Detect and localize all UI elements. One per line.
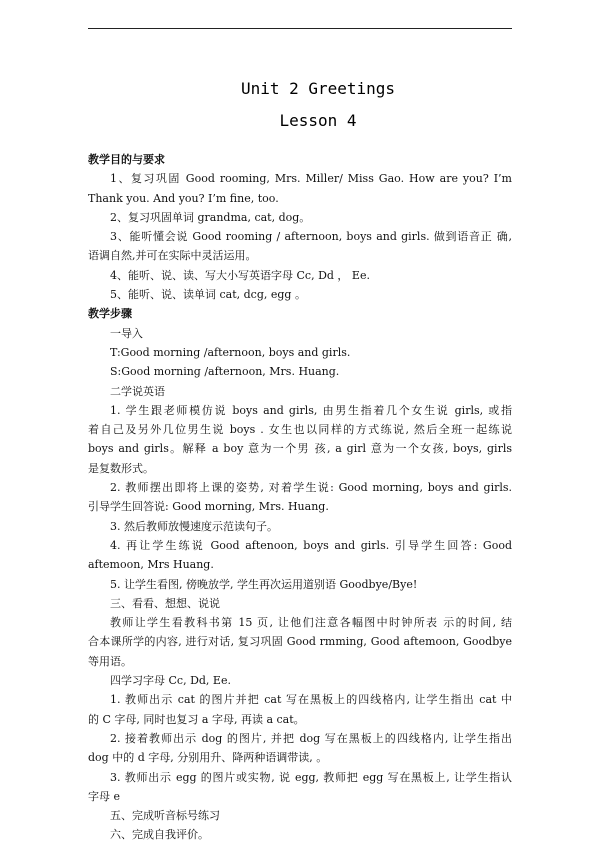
body-line: 引导学生回答说: Good morning, Mrs. Huang. xyxy=(88,500,329,514)
body-line: 合本课所学的内容, 进行对话, 复习巩固 Good rmming, Good aftemoon, Goodbye xyxy=(88,635,512,649)
body-line: 字母 e xyxy=(88,789,121,803)
body-line: 3、能听懂会说 Good rooming / afternoon, boys and girls. 做到语音正 确, xyxy=(110,230,512,244)
body-line: dog 中的 d 字母, 分别用升、降两种语调带读, 。 xyxy=(88,751,328,765)
body-line: 着自己及另外几位男生说 boys . 女生也以同样的方式练说, 然后全班一起练说 xyxy=(88,423,512,437)
body-line: boys and girls。解释 a boy 意为一个男 孩, a girl 意为一个女孩, boys, girls xyxy=(88,442,512,456)
body-line: 3. 教师出示 egg 的图片或实物, 说 egg, 教师把 egg 写在黑板上, 让学生指认 xyxy=(110,770,512,784)
body-line: 四学习字母 Cc, Dd, Ee. xyxy=(110,674,231,688)
body-line: 的 C 字母, 同时也复习 a 字母, 再读 a cat。 xyxy=(88,712,305,726)
body-line: 4. 再让学生练说 Good aftenoon, boys and girls. 引导学生回答: Good xyxy=(110,538,512,552)
body-line: aftemoon, Mrs Huang. xyxy=(88,558,214,572)
body-line: 是复数形式。 xyxy=(88,461,154,475)
body-line: 5. 让学生看图, 傍晚放学, 学生再次运用道别语 Goodbye/Bye! xyxy=(110,577,418,591)
body-line: 语调自然,并可在实际中灵活运用。 xyxy=(88,249,257,263)
body-line: S:Good morning /afternoon, Mrs. Huang. xyxy=(110,365,340,379)
section-heading: 教学步骤 xyxy=(88,307,132,321)
document-body xyxy=(88,150,512,845)
body-line: 4、能听、说、读、写大小写英语字母 Cc, Dd ， Ee. xyxy=(110,268,370,282)
body-line: 五、完成听音标号练习 xyxy=(110,809,220,823)
body-line: 1、复习巩固 Good rooming, Mrs. Miller/ Miss Gao. How are you? I’m xyxy=(110,172,512,186)
section-heading: 教学目的与要求 xyxy=(88,153,165,166)
body-line: 2、复习巩固单词 grandma, cat, dog。 xyxy=(110,210,311,224)
body-line: 二学说英语 xyxy=(110,384,165,398)
body-line: 2. 教师摆出即将上课的姿势, 对着学生说: Good morning, boys and girls. xyxy=(110,481,512,495)
document-title: Unit 2 Greetings xyxy=(240,79,396,98)
body-line: 5、能听、说、读单词 cat, dcg, egg 。 xyxy=(110,288,306,302)
body-line: 一导入 xyxy=(110,326,143,340)
body-line: 3. 然后教师放慢速度示范读句子。 xyxy=(110,519,278,533)
body-line: 六、完成自我评价。 xyxy=(110,828,209,842)
body-line: 2. 接着教师出示 dog 的图片, 并把 dog 写在黑板上的四线格内, 让学生指出 xyxy=(110,731,512,745)
body-line: 三、看看、想想、说说 xyxy=(110,596,220,610)
body-line: 教师让学生看教科书第 15 页, 让他们注意各幅图中时钟所表 示的时间, 结 xyxy=(110,616,512,630)
body-line: 等用语。 xyxy=(88,654,132,668)
body-line: Thank you. And you? I’m fine, too. xyxy=(88,191,279,205)
body-line: 1. 教师出示 cat 的图片并把 cat 写在黑板上的四线格内, 让学生指出 cat 中 xyxy=(110,693,512,707)
body-line: 1. 学生跟老师模仿说 boys and girls, 由男生指着几个女生说 girls, 或指 xyxy=(110,403,512,417)
body-line: T:Good morning /afternoon, boys and girls. xyxy=(110,345,351,359)
lesson-subtitle: Lesson 4 xyxy=(279,111,357,130)
header-rule xyxy=(88,28,512,29)
